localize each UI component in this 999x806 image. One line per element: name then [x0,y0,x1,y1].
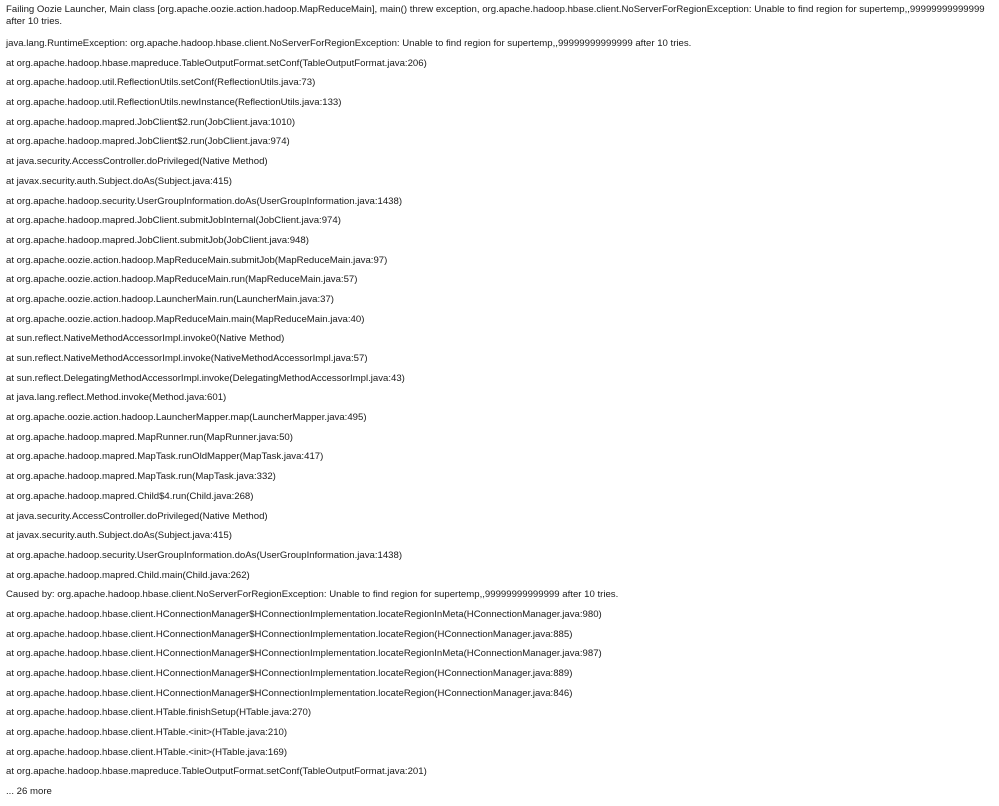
stack-frame-line: at javax.security.auth.Subject.doAs(Subject.java:415) [6,175,232,187]
stack-frame-line: at java.security.AccessController.doPrivileged(Native Method) [6,156,268,168]
stack-frame-line: at org.apache.oozie.action.hadoop.MapReduceMain.main(MapReduceMain.java:40) [6,313,365,325]
stack-frame-line: at org.apache.oozie.action.hadoop.MapReduceMain.submitJob(MapReduceMain.java:97) [6,254,388,266]
stack-frame-line: at org.apache.hadoop.util.ReflectionUtils.newInstance(ReflectionUtils.java:133) [6,97,342,109]
stack-frame-line: at sun.reflect.DelegatingMethodAccessorImpl.invoke(DelegatingMethodAccessorImpl.java:43) [6,372,405,384]
stack-frame-line: at org.apache.oozie.action.hadoop.LauncherMapper.map(LauncherMapper.java:495) [6,412,367,424]
stack-frame-line: at org.apache.hadoop.hbase.client.HConnectionManager$HConnectionImplementation.locateRegionInMeta(HConnectionManager.java:980) [6,608,602,620]
stack-frame-line: at org.apache.hadoop.mapred.JobClient$2.run(JobClient.java:1010) [6,116,296,128]
stack-frame-line: at org.apache.hadoop.hbase.client.HTable.finishSetup(HTable.java:270) [6,707,312,719]
stack-frame-line: at sun.reflect.NativeMethodAccessorImpl.invoke(NativeMethodAccessorImpl.java:57) [6,353,368,364]
caused-by-line: Caused by: org.apache.hadoop.hbase.client.NoServerForRegionException: Unable to find region for supertemp,,99999999999999 after 10 tries. [6,589,619,601]
stack-frame-line: at org.apache.hadoop.util.ReflectionUtils.setConf(ReflectionUtils.java:73) [6,77,316,89]
stack-frame-line: at org.apache.oozie.action.hadoop.MapReduceMain.run(MapReduceMain.java:57) [6,274,358,286]
stack-frame-line: at org.apache.hadoop.security.UserGroupInformation.doAs(UserGroupInformation.java:1438) [6,195,403,207]
stack-frame-line: at org.apache.oozie.action.hadoop.LauncherMain.run(LauncherMain.java:37) [6,293,335,305]
exception-line: java.lang.RuntimeException: org.apache.hadoop.hbase.client.NoServerForRegionException: Unable to find region for supertemp,,99999999999999 after 10 tries. [6,38,692,49]
stack-frame-line: at org.apache.hadoop.mapred.MapRunner.run(MapRunner.java:50) [6,431,293,443]
stack-frame-line: at org.apache.hadoop.hbase.client.HConnectionManager$HConnectionImplementation.locateRegionInMeta(HConnectionManager.java:987) [6,648,602,660]
stack-frame-line: at org.apache.hadoop.hbase.client.HTable.<init>(HTable.java:169) [6,746,288,758]
stack-frame-line: at java.lang.reflect.Method.invoke(Method.java:601) [6,392,227,404]
stack-frame-line: at org.apache.hadoop.hbase.mapreduce.TableOutputFormat.setConf(TableOutputFormat.java:201) [6,766,427,778]
stack-frame-line: at javax.security.auth.Subject.doAs(Subject.java:415) [6,530,232,542]
stack-frame-line: at org.apache.hadoop.mapred.Child$4.run(Child.java:268) [6,490,254,502]
stack-frame-line: at org.apache.hadoop.mapred.Child.main(Child.java:262) [6,569,250,581]
more-frames-line: ... 26 more [6,786,52,798]
error-header: Failing Oozie Launcher, Main class [org.apache.oozie.action.hadoop.MapReduceMain], main() threw exception, org.apache.hadoop.hbase.client.NoServerForRegionException: Unable to find region for supertemp,,99999999999999 after 10 tries. [6,4,985,27]
stack-frame-line: at org.apache.hadoop.hbase.mapreduce.TableOutputFormat.setConf(TableOutputFormat.java:206) [6,57,427,69]
stack-trace-log [6,4,994,806]
stack-frame-line: at org.apache.hadoop.hbase.client.HConnectionManager$HConnectionImplementation.locateRegion(HConnectionManager.java:846) [6,687,573,699]
stack-frame-line: at org.apache.hadoop.mapred.MapTask.run(MapTask.java:332) [6,471,276,483]
stack-frame-line: at org.apache.hadoop.mapred.MapTask.runOldMapper(MapTask.java:417) [6,451,324,463]
stack-frame-line: at java.security.AccessController.doPrivileged(Native Method) [6,510,268,522]
stack-frame-line: at org.apache.hadoop.hbase.client.HTable.<init>(HTable.java:210) [6,727,288,739]
stack-frame-line: at sun.reflect.NativeMethodAccessorImpl.invoke0(Native Method) [6,333,285,345]
stack-frame-line: at org.apache.hadoop.mapred.JobClient$2.run(JobClient.java:974) [6,136,290,148]
stack-frame-line: at org.apache.hadoop.mapred.JobClient.submitJobInternal(JobClient.java:974) [6,215,341,227]
stack-frame-line: at org.apache.hadoop.mapred.JobClient.submitJob(JobClient.java:948) [6,234,309,246]
stack-frame-line: at org.apache.hadoop.security.UserGroupInformation.doAs(UserGroupInformation.java:1438) [6,549,403,561]
stack-frame-line: at org.apache.hadoop.hbase.client.HConnectionManager$HConnectionImplementation.locateRegion(HConnectionManager.java:885) [6,628,573,640]
stack-frame-line: at org.apache.hadoop.hbase.client.HConnectionManager$HConnectionImplementation.locateRegion(HConnectionManager.java:889) [6,668,573,679]
